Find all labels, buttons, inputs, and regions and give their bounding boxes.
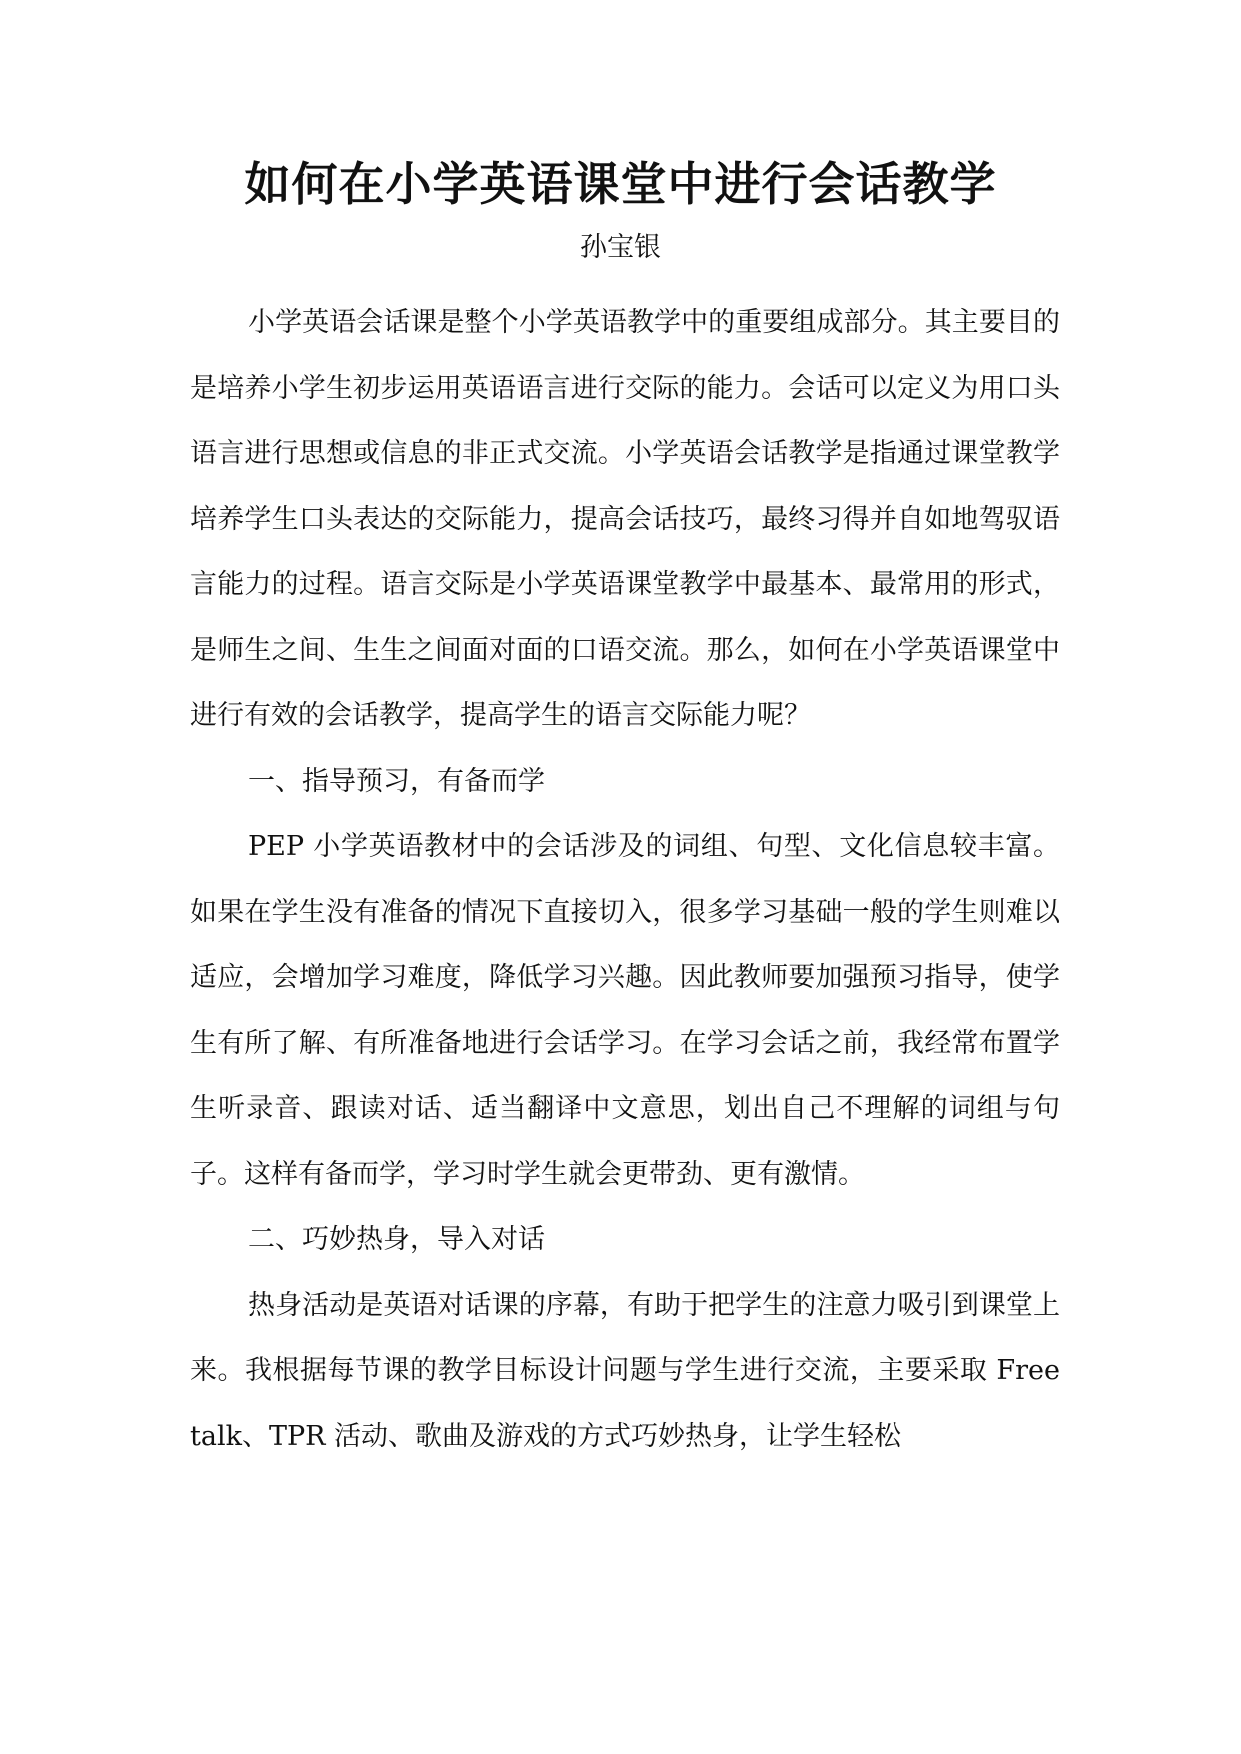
section-heading-1: 一、指导预习，有备而学 — [248, 765, 545, 797]
paragraph-section-1: PEP 小学英语教材中的会话涉及的词组、句型、文化信息较丰富。如果在学生没有准备的情况下直接切入，很多学习基础一般的学生则难以适应，会增加学习难度，降低学习兴趣。因此教师要加强预习指导，使学生有所了解、有所准备地进行会话学习。在学习会话之前，我经常布置学生听录音、跟读对话、适当翻译中文意思，划出自己不理解的词组与句子。这样有备而学，学习时学生就会更带劲、更有激情。 — [190, 831, 1060, 1190]
document-title: 如何在小学英语课堂中进行会话教学 — [244, 157, 997, 211]
section-heading-2: 二、巧妙热身，导入对话 — [248, 1224, 545, 1255]
document-body — [190, 290, 1060, 1469]
paragraph-section-2: 热身活动是英语对话课的序幕，有助于把学生的注意力吸引到课堂上来。我根据每节课的教学目标设计问题与学生进行交流，主要采取 Free talk、TPR 活动、歌曲及游戏的方式巧妙热身，让学生轻松 — [190, 1289, 1060, 1452]
document-author: 孙宝银 — [580, 232, 661, 263]
paragraph-intro: 小学英语会话课是整个小学英语教学中的重要组成部分。其主要目的是培养小学生初步运用英语语言进行交际的能力。会话可以定义为用口头语言进行思想或信息的非正式交流。小学英语会话教学是指通过课堂教学培养学生口头表达的交际能力，提高会话技巧，最终习得并自如地驾驭语言能力的过程。语言交际是小学英语课堂教学中最基本、最常用的形式，是师生之间、生生之间面对面的口语交流。那么，如何在小学英语课堂中进行有效的会话教学，提高学生的语言交际能力呢？ — [190, 307, 1060, 731]
